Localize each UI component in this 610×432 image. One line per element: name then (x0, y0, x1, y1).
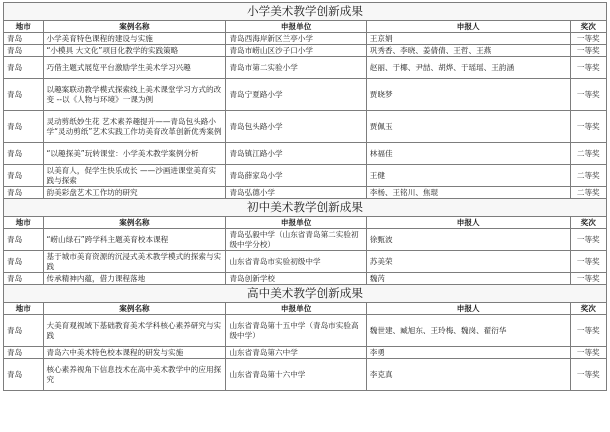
header-region: 地市 (4, 21, 44, 33)
cell-region: 青岛 (4, 111, 44, 143)
cell-unit: 青岛西海岸新区兰亭小学 (226, 33, 366, 45)
section-title-row (4, 285, 607, 303)
header-region: 地市 (4, 303, 44, 315)
cell-case: 以趣案联动教学模式探索线上美术课堂学习方式的改变 --以《人物与环境》一课为例 (43, 79, 226, 111)
cell-unit: 青岛包头路小学 (226, 111, 366, 143)
header-award: 奖次 (570, 303, 606, 315)
header-applicant: 申报人 (366, 303, 570, 315)
cell-award: 二等奖 (570, 165, 606, 187)
cell-case: “小模具 大文化”项目化教学的实践策略 (43, 45, 226, 57)
cell-region: 青岛 (4, 45, 44, 57)
header-row (4, 217, 607, 229)
cell-applicant: 贾晓梦 (366, 79, 570, 111)
header-row (4, 303, 607, 315)
cell-region: 青岛 (4, 315, 44, 347)
cell-unit: 山东省青岛第十五中学（青岛市实验高级中学） (226, 315, 366, 347)
cell-region: 青岛 (4, 79, 44, 111)
header-case-name: 案例名称 (43, 21, 226, 33)
header-row (4, 21, 607, 33)
section-title: 高中美术教学创新成果 (4, 285, 607, 303)
cell-unit: 青岛薛家岛小学 (226, 165, 366, 187)
cell-unit: 青岛创新学校 (226, 273, 366, 285)
table-row (4, 273, 607, 285)
table-row (4, 45, 607, 57)
cell-award: 一等奖 (570, 229, 606, 251)
cell-unit: 山东省青岛市实验初级中学 (226, 251, 366, 273)
cell-unit: 青岛弘德小学 (226, 187, 366, 199)
cell-region: 青岛 (4, 33, 44, 45)
section-title: 小学美术教学创新成果 (4, 3, 607, 21)
table-row (4, 165, 607, 187)
header-applicant: 申报人 (366, 21, 570, 33)
section-title-row (4, 199, 607, 217)
table-row (4, 57, 607, 79)
cell-unit: 青岛市崂山区沙子口小学 (226, 45, 366, 57)
cell-case: 基于城市美育资源的沉浸式美术教学模式的探索与实践 (43, 251, 226, 273)
cell-award: 一等奖 (570, 33, 606, 45)
cell-case: “以趣探美”玩转课堂：小学美术教学案例分析 (43, 143, 226, 165)
cell-applicant: 徐甄波 (366, 229, 570, 251)
cell-award: 一等奖 (570, 347, 606, 359)
cell-applicant: 李杨、王铭川、焦琨 (366, 187, 570, 199)
cell-case: “崂山绿石”跨学科主题美育校本课程 (43, 229, 226, 251)
header-region: 地市 (4, 217, 44, 229)
header-case-name: 案例名称 (43, 217, 226, 229)
header-unit: 申报单位 (226, 303, 366, 315)
cell-unit: 山东省青岛第十六中学 (226, 359, 366, 391)
table-row (4, 111, 607, 143)
cell-applicant: 赵丽、于椰、尹喆、胡烨、于瑶瑶、王韵涵 (366, 57, 570, 79)
cell-region: 青岛 (4, 229, 44, 251)
cell-applicant: 巩秀香、李晓、姜倩倩、王哲、王燕 (366, 45, 570, 57)
cell-applicant: 魏世建、臧旭东、王玲梅、魏岗、翟衍华 (366, 315, 570, 347)
table-row (4, 79, 607, 111)
cell-case: 核心素养视角下信息技术在高中美术教学中的应用探究 (43, 359, 226, 391)
table-row (4, 359, 607, 391)
cell-award: 一等奖 (570, 359, 606, 391)
table-row (4, 187, 607, 199)
cell-case: 灵动剪纸妙生花 艺术素养趣提升——青岛包头路小学“灵动剪纸”艺术实践工作坊美育改革创新优秀案例 (43, 111, 226, 143)
table-row (4, 33, 607, 45)
cell-award: 一等奖 (570, 273, 606, 285)
header-award: 奖次 (570, 217, 606, 229)
cell-case: 青岛六中美术特色校本课程的研发与实施 (43, 347, 226, 359)
awards-table (3, 2, 607, 391)
cell-region: 青岛 (4, 347, 44, 359)
cell-applicant: 魏芮 (366, 273, 570, 285)
table-row (4, 229, 607, 251)
cell-unit: 青岛弘毅中学（山东省青岛第二实验初级中学分校） (226, 229, 366, 251)
cell-unit: 青岛宁夏路小学 (226, 79, 366, 111)
cell-region: 青岛 (4, 251, 44, 273)
table-row (4, 251, 607, 273)
awards-document (3, 2, 607, 391)
cell-award: 二等奖 (570, 187, 606, 199)
cell-case: 韵美彩盘艺术工作坊的研究 (43, 187, 226, 199)
cell-case: 传承精神内蕴，借力课程落地 (43, 273, 226, 285)
cell-applicant: 王京娟 (366, 33, 570, 45)
cell-award: 二等奖 (570, 143, 606, 165)
table-row (4, 315, 607, 347)
table-row (4, 347, 607, 359)
cell-applicant: 李勇 (366, 347, 570, 359)
cell-applicant: 王健 (366, 165, 570, 187)
cell-region: 青岛 (4, 187, 44, 199)
header-applicant: 申报人 (366, 217, 570, 229)
table-row (4, 143, 607, 165)
cell-region: 青岛 (4, 143, 44, 165)
cell-award: 一等奖 (570, 111, 606, 143)
cell-case: 以美育人，促学生快乐成长 ——沙画进课堂美育实践与探索 (43, 165, 226, 187)
cell-award: 一等奖 (570, 45, 606, 57)
cell-unit: 青岛市第二实验小学 (226, 57, 366, 79)
cell-applicant: 苏美荣 (366, 251, 570, 273)
cell-region: 青岛 (4, 273, 44, 285)
cell-award: 一等奖 (570, 251, 606, 273)
cell-award: 一等奖 (570, 79, 606, 111)
cell-applicant: 李克真 (366, 359, 570, 391)
cell-case: 小学美育特色课程的建设与实施 (43, 33, 226, 45)
cell-unit: 山东省青岛第六中学 (226, 347, 366, 359)
cell-case: 大美育观视域下基础教育美术学科核心素养研究与实践 (43, 315, 226, 347)
cell-region: 青岛 (4, 165, 44, 187)
cell-award: 一等奖 (570, 315, 606, 347)
section-title: 初中美术教学创新成果 (4, 199, 607, 217)
header-unit: 申报单位 (226, 217, 366, 229)
cell-region: 青岛 (4, 57, 44, 79)
cell-applicant: 贾佩玉 (366, 111, 570, 143)
cell-applicant: 林福佳 (366, 143, 570, 165)
header-case-name: 案例名称 (43, 303, 226, 315)
header-unit: 申报单位 (226, 21, 366, 33)
header-award: 奖次 (570, 21, 606, 33)
cell-unit: 青岛镇江路小学 (226, 143, 366, 165)
cell-case: 巧借主题式展览平台激励学生美术学习兴趣 (43, 57, 226, 79)
cell-region: 青岛 (4, 359, 44, 391)
section-title-row (4, 3, 607, 21)
cell-award: 一等奖 (570, 57, 606, 79)
